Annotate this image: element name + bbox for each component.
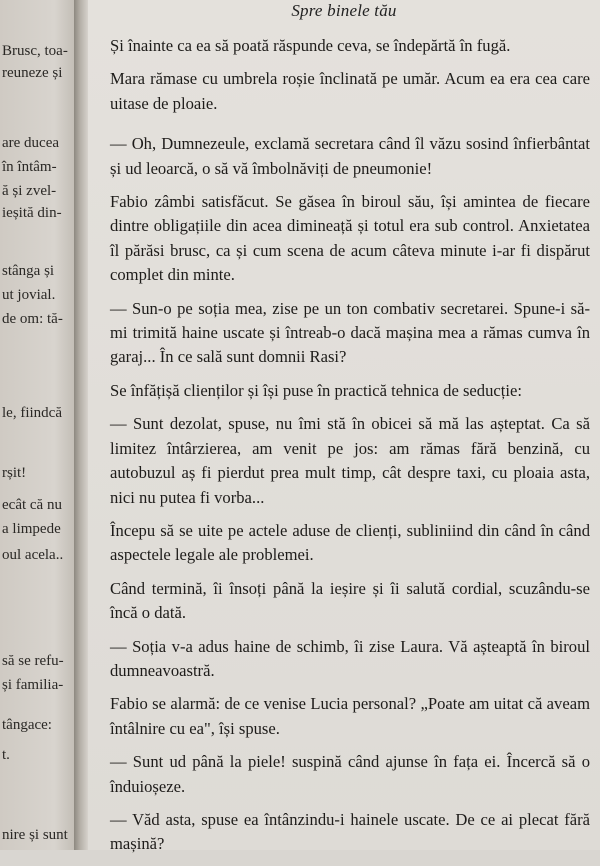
previous-page-line: reuneze și	[2, 65, 63, 81]
paragraph: Se înfățișă clienților și își puse în practică tehnica de seducție:	[110, 380, 522, 400]
paragraph: — Sun-o pe soția mea, zise pe un ton combativ secretarei. Spune-i să-mi trimită haine uscate și întreab-o dacă mașina mea a rămas cumva în garaj... În ce sală sunt domnii Rasi?	[110, 298, 590, 367]
previous-page-line: Brusc, toa-	[2, 43, 68, 59]
previous-page-line: a limpede	[2, 521, 61, 537]
paragraph: — Văd asta, spuse ea întânzindu-i hainele uscate. De ce ai plecat fără mașină?	[110, 809, 590, 854]
previous-page-line: de om: tă-	[2, 311, 63, 327]
previous-page-line: t.	[2, 747, 10, 763]
running-head: Spre binele tău	[291, 1, 397, 20]
book-page	[88, 0, 600, 854]
book-gutter	[74, 0, 88, 850]
paragraph: Fabio zâmbi satisfăcut. Se găsea în biroul său, își amintea de fiecare dintre obligațiile din acea dimineață și totul era sub control. Anxietatea îl părăsi brusc, ca și cum scena de acum câteva minute i-ar fi dispărut complet din minte.	[110, 192, 590, 285]
previous-page-line: ecât că nu	[2, 497, 62, 513]
previous-page	[0, 0, 78, 850]
previous-page-line: oul acela..	[2, 547, 64, 563]
previous-page-line: ut jovial.	[2, 287, 56, 303]
paragraph: — Soția v-a adus haine de schimb, îi zise Laura. Vă așteaptă în biroul dumneavoastră.	[110, 636, 590, 680]
previous-page-line: le, fiindcă	[2, 405, 62, 421]
previous-page-line: să se refu-	[2, 653, 64, 669]
previous-page-line: ă și zvel-	[2, 183, 57, 199]
paragraph: Mara rămase cu umbrela roșie înclinată pe umăr. Acum ea era cea care uitase de ploaie.	[110, 69, 590, 113]
previous-page-line: tângace:	[2, 717, 52, 733]
paragraph: — Sunt dezolat, spuse, nu îmi stă în obicei să mă las așteptat. Ca să limitez întârzierea, am venit pe jos: am rămas fără benzină, cu autobuzul aș fi pierdut prea mult timp, cât despre taxi, cu ploaia asta, nici nu putea fi vorba...	[110, 414, 590, 507]
previous-page-line: nire și sunt	[2, 827, 68, 843]
previous-page-line: rșit!	[2, 465, 27, 481]
previous-page-line: în întâm-	[2, 159, 57, 175]
previous-page-line: ieșită din-	[2, 205, 62, 221]
page-body	[110, 34, 590, 866]
previous-page-line: și familia-	[2, 677, 64, 693]
paragraph: — Sunt ud până la piele! suspină când ajunse în fața ei. Încercă să o înduioșeze.	[110, 752, 590, 796]
paragraph: Când termină, îi însoți până la ieșire și îi salută cordial, scuzându-se încă o dată.	[110, 578, 590, 623]
paragraph: Începu să se uite pe actele aduse de clienți, subliniind din când în când aspectele legale ale problemei.	[110, 520, 590, 565]
previous-page-line: stânga și	[2, 263, 55, 279]
paragraph: — Oh, Dumnezeule, exclamă secretara când îl văzu sosind înfierbântat și ud leoarcă, o să vă îmbolnăviți de pneumonie!	[110, 134, 590, 178]
paragraph: Și înainte ca ea să poată răspunde ceva, se îndepărtă în fugă.	[110, 36, 511, 55]
previous-page-line: are ducea	[2, 135, 60, 151]
paragraph: Fabio se alarmă: de ce venise Lucia personal? „Poate am uitat că aveam întâlnire cu ea", își spuse.	[110, 694, 590, 738]
